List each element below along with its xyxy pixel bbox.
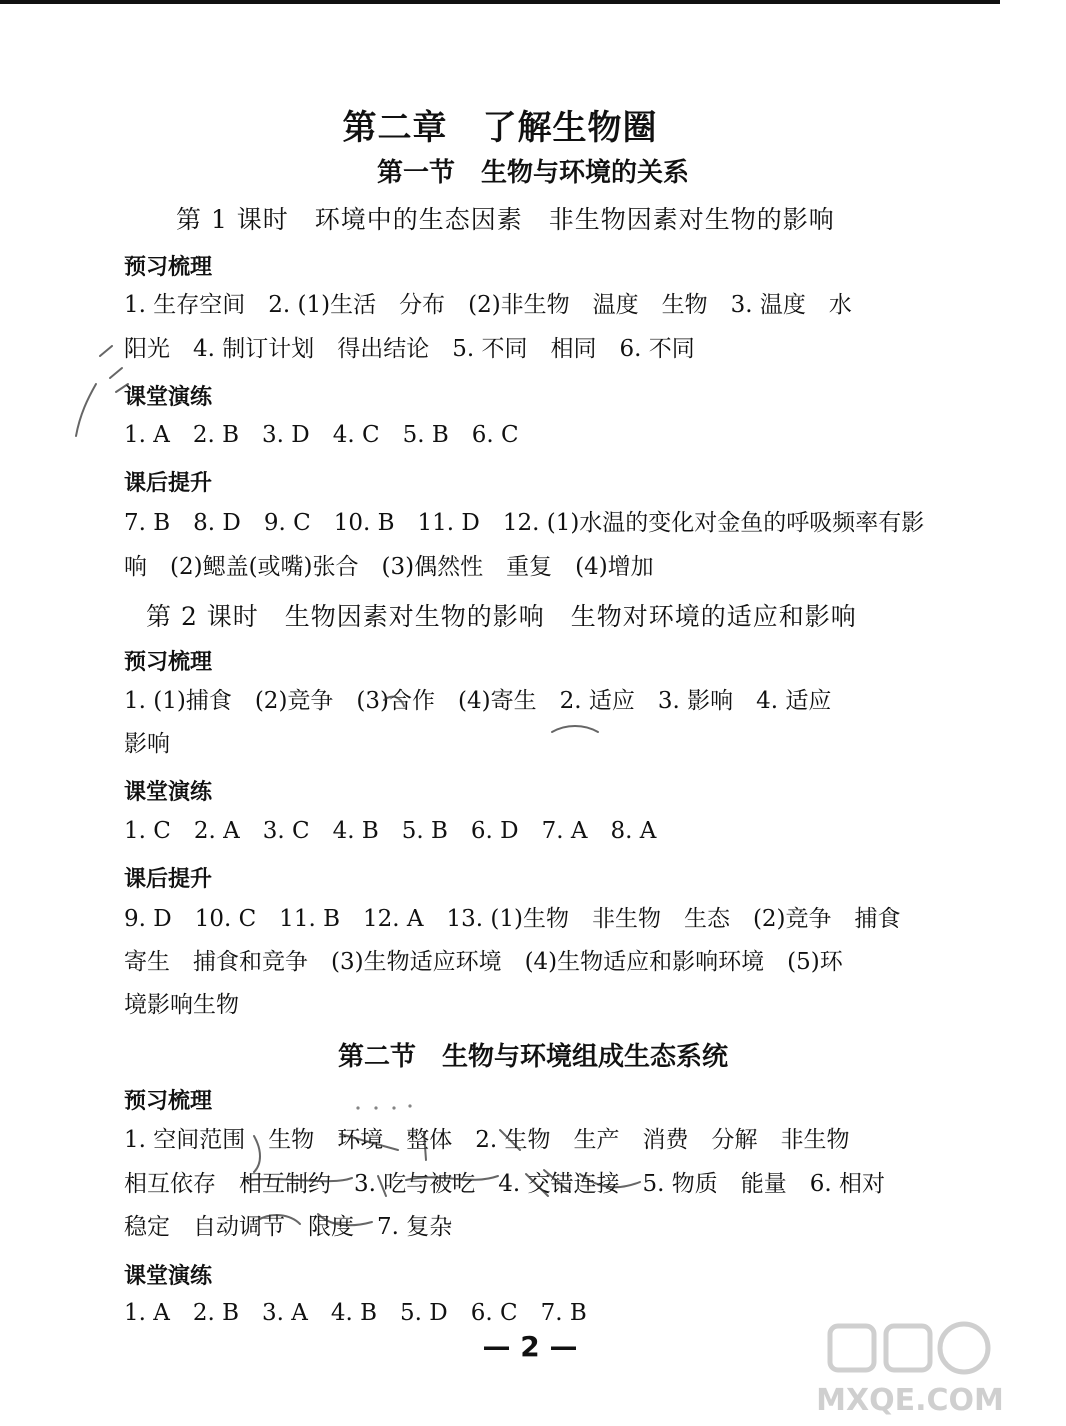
answer-line: 1. 生存空间 2. (1)生活 分布 (2)非生物 温度 生物 3. 温度 水 (124, 292, 852, 318)
answer-line: 9. D 10. C 11. B 12. A 13. (1)生物 非生物 生态 (2)竞争 捕食 (124, 906, 901, 932)
watermark-text: MXQE.COM (816, 1383, 1004, 1418)
answer-line: 境影响生物 (124, 992, 239, 1018)
subhead-preview: 预习梳理 (124, 650, 213, 675)
answer-line: 1. (1)捕食 (2)竞争 (3)合作 (4)寄生 2. 适应 3. 影响 4. 适应 (124, 688, 832, 714)
subhead-classroom: 课堂演练 (124, 780, 213, 805)
top-border-rule (0, 0, 1000, 4)
lesson-title-1: 第 1 课时 环境中的生态因素 非生物因素对生物的影响 (176, 205, 835, 234)
subhead-after-class: 课后提升 (124, 471, 213, 496)
lesson-title-2: 第 2 课时 生物因素对生物的影响 生物对环境的适应和影响 (146, 602, 857, 631)
subhead-classroom: 课堂演练 (124, 385, 213, 410)
answer-line: 相互依存 相互制约 3. 吃与被吃 4. 交错连接 5. 物质 能量 6. 相对 (124, 1171, 886, 1197)
answer-line: 1. 空间范围 生物 环境 整体 2. 生物 生产 消费 分解 非生物 (124, 1127, 850, 1153)
watermark-logo (816, 1322, 1004, 1422)
answer-line: 影响 (124, 731, 170, 757)
section-title-1: 第一节 生物与环境的关系 (376, 158, 689, 188)
answer-line: 响 (2)鳃盖(或嘴)张合 (3)偶然性 重复 (4)增加 (124, 554, 654, 580)
section-title-2: 第二节 生物与环境组成生态系统 (337, 1042, 728, 1072)
answer-line: 1. A 2. B 3. D 4. C 5. B 6. C (124, 422, 519, 448)
answer-line: 7. B 8. D 9. C 10. B 11. D 12. (1)水温的变化对金鱼的呼吸频率有影 (124, 510, 925, 536)
subhead-classroom: 课堂演练 (124, 1264, 213, 1289)
subhead-preview: 预习梳理 (124, 1089, 213, 1114)
answer-line: 寄生 捕食和竞争 (3)生物适应环境 (4)生物适应和影响环境 (5)环 (124, 949, 843, 975)
answer-line: 稳定 自动调节 限度 7. 复杂 (124, 1214, 453, 1240)
chapter-title: 第二章 了解生物圈 (342, 108, 658, 148)
subhead-after-class: 课后提升 (124, 867, 213, 892)
page-number: — 2 — (482, 1330, 578, 1363)
answer-line: 1. C 2. A 3. C 4. B 5. B 6. D 7. A 8. A (124, 818, 657, 844)
answer-line: 1. A 2. B 3. A 4. B 5. D 6. C 7. B (124, 1300, 587, 1326)
subhead-preview: 预习梳理 (124, 255, 213, 280)
answer-line: 阳光 4. 制订计划 得出结论 5. 不同 相同 6. 不同 (124, 336, 695, 362)
